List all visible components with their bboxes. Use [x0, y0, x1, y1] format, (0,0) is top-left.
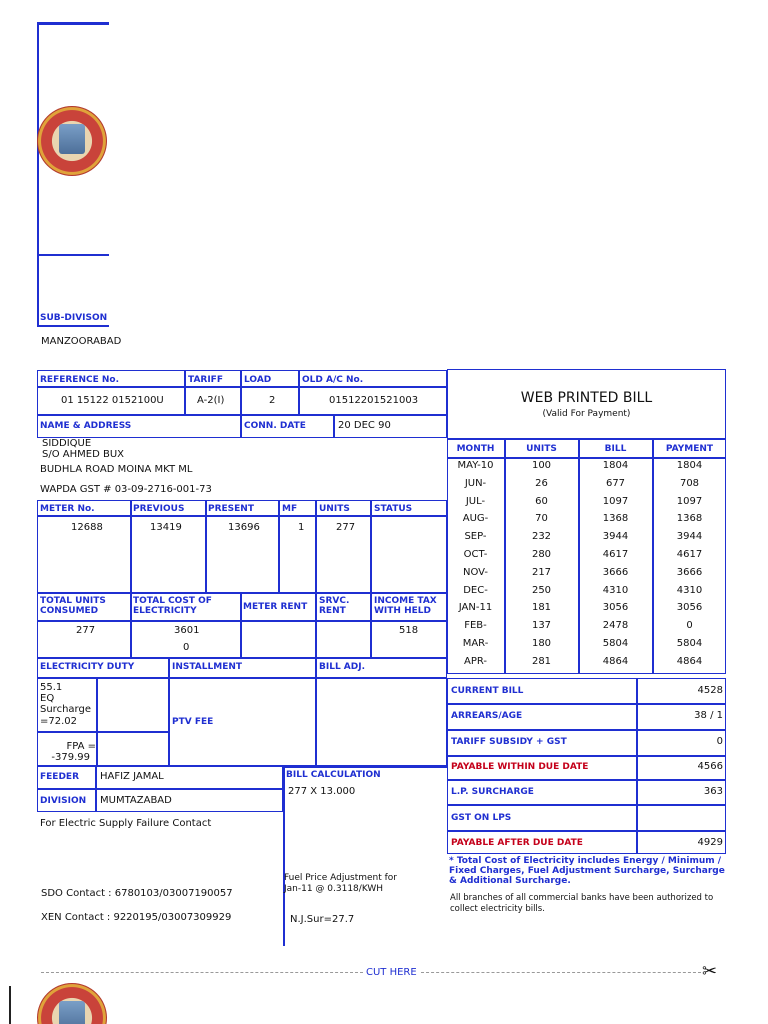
reference-value: 01 15122 0152100U	[61, 395, 164, 406]
history-bill-cell: 677	[605, 477, 626, 489]
sdo-contact: SDO Contact : 6780103/03007190057	[41, 888, 233, 899]
history-units-cell: 100	[531, 460, 552, 471]
cut-here-label: CUT HERE	[366, 967, 417, 978]
installment-label: INSTALLMENT	[172, 662, 243, 672]
history-bill-cell: 2478	[602, 620, 629, 632]
meter-no-value: 12688	[71, 522, 103, 533]
bottom-left-rule	[9, 986, 11, 1024]
divider	[205, 500, 207, 593]
history-payment-cell: 1368	[676, 513, 703, 525]
sub-division-label: SUB-DIVISON	[40, 313, 108, 323]
fuel-adjustment-1: Fuel Price Adjustment for	[284, 873, 398, 883]
company-logo	[37, 106, 107, 176]
history-payment-cell: 4617	[676, 549, 703, 560]
mf-label: MF	[282, 504, 298, 514]
divider	[283, 766, 285, 946]
history-bill-cell: 4617	[602, 549, 629, 560]
xen-contact: XEN Contact : 9220195/03007309929	[41, 912, 232, 923]
meter-rent-label: METER RENT	[243, 602, 308, 612]
divider	[37, 325, 109, 327]
divider	[37, 620, 447, 622]
divider	[447, 804, 726, 806]
gst-number: WAPDA GST # 03-09-2716-001-73	[40, 484, 212, 495]
divider	[370, 500, 372, 658]
customer-so: S/O AHMED BUX	[42, 449, 124, 460]
divider	[130, 500, 132, 658]
history-month-header: MONTH	[456, 444, 495, 454]
divider	[184, 370, 186, 415]
divider	[447, 830, 726, 832]
divider	[278, 500, 280, 593]
total-units-label: TOTAL UNITS CONSUMED	[40, 596, 106, 616]
divider	[447, 457, 726, 459]
history-bill-cell: 1097	[602, 495, 629, 507]
history-month-cell: SEP-	[464, 531, 487, 543]
history-units-cell: 26	[535, 477, 548, 489]
name-address-label: NAME & ADDRESS	[40, 421, 132, 431]
present-label: PRESENT	[208, 504, 254, 514]
electricity-duty-label: ELECTRICITY DUTY	[40, 662, 135, 672]
history-payment-cell: 3666	[676, 566, 703, 578]
bank-note: All branches of all commercial banks have been authorized to collect electricity bills.	[450, 893, 714, 914]
income-tax-value: 518	[399, 625, 419, 636]
fpa-value: -379.99	[51, 752, 90, 763]
history-bill-cell: 1368	[602, 513, 629, 525]
history-units-cell: 232	[531, 531, 552, 543]
web-bill-title: WEB PRINTED BILL	[520, 390, 653, 406]
history-units-cell: 60	[535, 495, 548, 507]
fuel-adjustment-2: Jan-11 @ 0.3118/KWH	[284, 884, 384, 894]
total-cost-value-2: 0	[183, 642, 190, 653]
history-payment-cell: 3944	[676, 531, 703, 543]
history-month-cell: DEC-	[463, 584, 488, 596]
old-ac-value: 01512201521003	[329, 395, 419, 406]
history-units-cell: 281	[531, 655, 552, 667]
payable-within-value: 4566	[697, 761, 723, 772]
cut-line-right	[421, 972, 701, 973]
status-label: STATUS	[374, 504, 413, 514]
divider	[37, 592, 447, 594]
old-ac-label: OLD A/C No.	[302, 375, 364, 385]
mf-value: 1	[298, 522, 305, 533]
present-value: 13696	[228, 522, 260, 533]
cost-note: * Total Cost of Electricity includes Energy / Minimum / Fixed Charges, Fuel Adjustment Surcharge, Surcharge & Additional Surcharge.	[449, 856, 725, 886]
reference-label: REFERENCE No.	[40, 375, 120, 385]
tariff-value: A-2(I)	[197, 395, 225, 406]
customer-name: SIDDIQUE	[42, 438, 92, 449]
scissors-icon: ✂	[702, 961, 718, 982]
history-units-header: UNITS	[526, 444, 557, 454]
history-bill-cell: 1804	[602, 460, 629, 471]
feeder-label: FEEDER	[40, 772, 79, 782]
history-payment-cell: 1097	[676, 495, 703, 507]
lp-surcharge-label: L.P. SURCHARGE	[451, 787, 534, 797]
history-units-cell: 250	[531, 584, 552, 596]
current-bill-value: 4528	[697, 685, 723, 696]
ptv-fee-label: PTV FEE	[172, 717, 214, 727]
divider	[333, 414, 335, 438]
total-cost-label: TOTAL COST OF ELECTRICITY	[133, 596, 212, 616]
divider	[636, 678, 638, 854]
subsidy-label: TARIFF SUBSIDY + GST	[451, 737, 567, 747]
history-units-cell: 181	[531, 602, 552, 614]
divider	[447, 755, 726, 757]
divider	[283, 766, 447, 768]
load-value: 2	[269, 395, 276, 406]
divider	[168, 678, 170, 766]
history-payment-cell: 4864	[676, 655, 703, 667]
units-label: UNITS	[319, 504, 350, 514]
conn-date-label: CONN. DATE	[244, 421, 306, 431]
ed-line-1: 55.1	[40, 682, 63, 693]
history-month-cell: MAR-	[462, 638, 489, 649]
ed-line-3: Surcharge	[40, 704, 91, 715]
bill-calc-label: BILL CALCULATION	[286, 770, 381, 780]
load-label: LOAD	[244, 375, 272, 385]
history-bill-cell: 5804	[602, 638, 629, 649]
divider	[447, 779, 726, 781]
history-payment-cell: 0	[686, 620, 693, 632]
meter-no-label: METER No.	[40, 504, 95, 514]
sub-division-value: MANZOORABAD	[41, 336, 122, 347]
bill-calc-value: 277 X 13.000	[288, 786, 356, 797]
history-bill-cell: 4310	[602, 584, 629, 596]
division-value: MUMTAZABAD	[100, 795, 172, 806]
company-logo-bottom	[37, 983, 107, 1024]
fpa-label: FPA =	[66, 741, 96, 752]
history-payment-header: PAYMENT	[665, 444, 714, 454]
payable-after-value: 4929	[697, 837, 723, 848]
srvc-rent-label: SRVC. RENT	[319, 596, 350, 616]
tariff-label: TARIFF	[188, 375, 223, 385]
history-units-cell: 280	[531, 549, 552, 560]
divider	[447, 703, 726, 705]
divider	[315, 678, 317, 766]
divider	[37, 386, 447, 388]
history-month-cell: MAY-10	[457, 460, 494, 471]
divider	[95, 766, 97, 812]
history-month-cell: JUL-	[465, 495, 486, 507]
payable-within-label: PAYABLE WITHIN DUE DATE	[451, 762, 589, 772]
arrears-label: ARREARS/AGE	[451, 711, 523, 721]
divider	[37, 414, 447, 416]
history-payment-cell: 3056	[676, 602, 703, 614]
previous-value: 13419	[150, 522, 182, 533]
lp-surcharge-value: 363	[703, 786, 723, 797]
history-bill-cell: 3944	[602, 531, 629, 543]
history-payment-cell: 5804	[676, 638, 703, 649]
ed-line-4: =72.02	[40, 716, 78, 727]
history-bill-cell: 3666	[602, 566, 629, 578]
history-bill-header: BILL	[604, 444, 627, 454]
conn-date-value: 20 DEC 90	[338, 420, 391, 431]
arrears-value: 38 / 1	[694, 710, 723, 721]
divider	[315, 500, 317, 658]
supply-failure-text: For Electric Supply Failure Contact	[40, 818, 212, 829]
feeder-value: HAFIZ JAMAL	[100, 771, 164, 782]
payable-after-label: PAYABLE AFTER DUE DATE	[451, 838, 583, 848]
divider	[298, 370, 300, 415]
nj-surcharge: N.J.Sur=27.7	[290, 914, 355, 925]
mid-rule	[37, 254, 109, 256]
history-month-cell: APR-	[463, 655, 488, 667]
history-month-cell: FEB-	[464, 620, 487, 632]
history-units-cell: 180	[531, 638, 552, 649]
divider	[96, 678, 98, 766]
divider	[168, 658, 170, 678]
history-payment-cell: 1804	[676, 460, 703, 471]
previous-label: PREVIOUS	[133, 504, 185, 514]
ed-line-2: EQ	[40, 693, 55, 704]
history-month-cell: NOV-	[462, 566, 489, 578]
divider	[37, 788, 283, 790]
income-tax-label: INCOME TAX WITH HELD	[374, 596, 437, 616]
subsidy-value: 0	[716, 736, 723, 747]
divider	[315, 658, 317, 678]
total-cost-value: 3601	[174, 625, 200, 636]
left-rule	[37, 24, 39, 327]
customer-address: BUDHLA ROAD MOINA MKT ML	[40, 464, 193, 475]
history-units-cell: 217	[531, 566, 552, 578]
history-bill-cell: 3056	[602, 602, 629, 614]
divider	[240, 370, 242, 438]
division-label: DIVISION	[40, 796, 87, 806]
top-rule	[37, 22, 109, 25]
web-bill-subtitle: (Valid For Payment)	[542, 409, 631, 419]
cut-line-left	[41, 972, 363, 973]
charges-box	[37, 678, 447, 766]
divider	[37, 731, 169, 733]
units-value: 277	[336, 522, 356, 533]
history-units-cell: 70	[535, 513, 548, 525]
bill-adj-label: BILL ADJ.	[319, 662, 366, 672]
history-month-cell: JAN-11	[458, 602, 493, 614]
divider	[37, 515, 447, 517]
gst-lps-label: GST ON LPS	[451, 813, 512, 823]
current-bill-label: CURRENT BILL	[451, 686, 524, 696]
history-payment-cell: 4310	[676, 584, 703, 596]
total-units-value: 277	[76, 625, 96, 636]
history-month-cell: JUN-	[464, 477, 487, 489]
history-month-cell: AUG-	[462, 513, 489, 525]
history-units-cell: 137	[531, 620, 552, 632]
history-bill-cell: 4864	[602, 655, 629, 667]
divider	[447, 729, 726, 731]
history-payment-cell: 708	[679, 477, 700, 489]
history-month-cell: OCT-	[463, 549, 488, 560]
divider	[240, 593, 242, 658]
